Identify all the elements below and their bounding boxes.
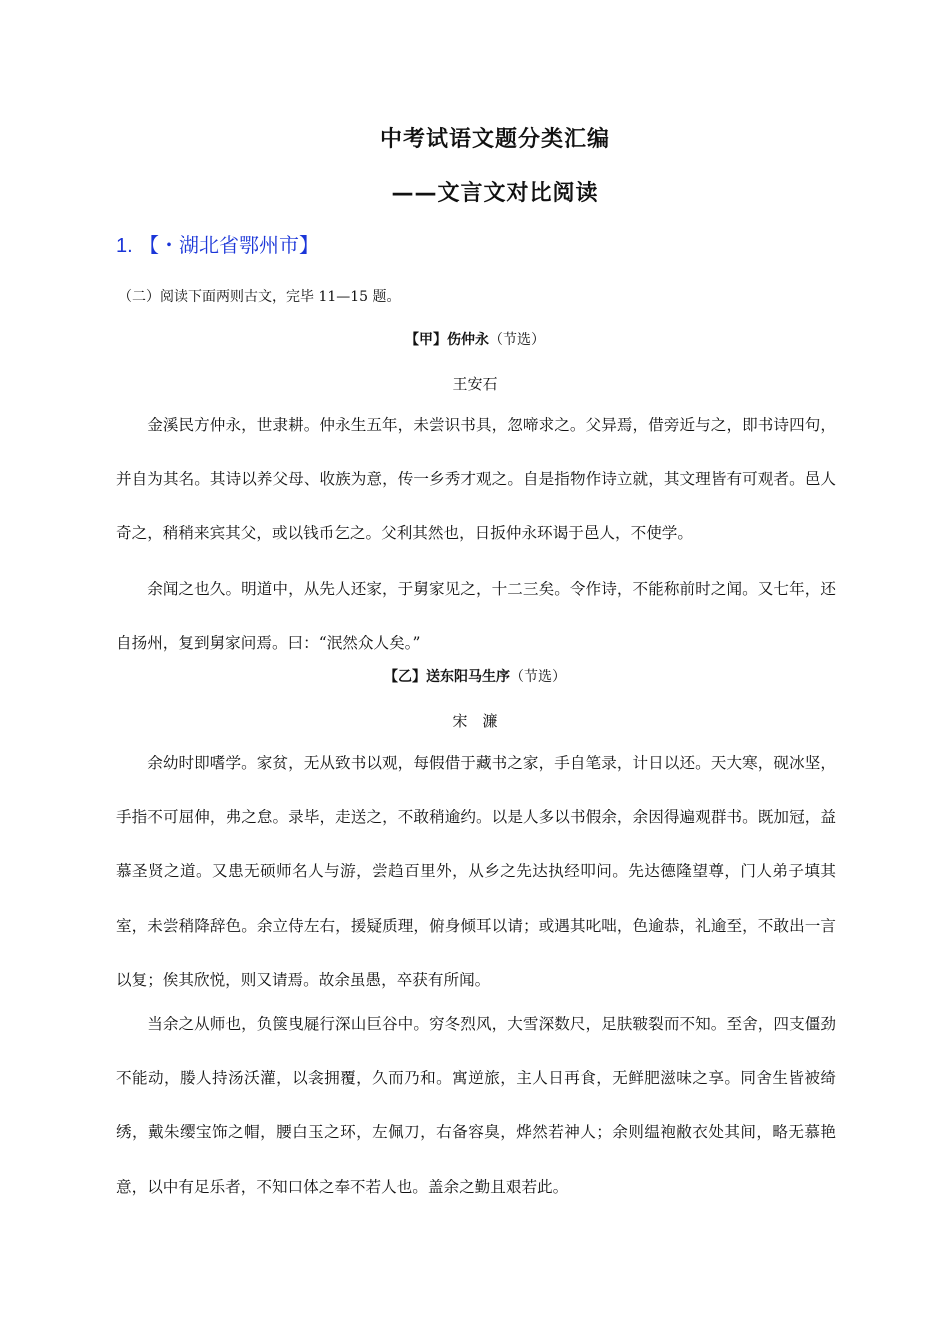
document-subtitle: ——文言文对比阅读 bbox=[391, 181, 599, 206]
passage-b-paragraph: 余幼时即嗜学。家贫，无从致书以观，每假借于藏书之家，手自笔录，计日以还。天大寒，砚冰坚，手指不可屈伸，弗之怠。录毕，走送之，不敢稍逾约。以是人多以书假余，余因得遍观群书。既加冠，益慕圣贤之道。又患无硕师名人与游，尝趋百里外，从乡之先达执经叩问。先达德隆望尊，门人弟子填其室，未尝稍降辞色。余立侍左右，援疑质理，俯身倾耳以请；或遇其叱咄，色逾恭，礼逾至，不敢出一言以复；俟其欣悦，则又请焉。故余虽愚，卒获有所闻。 bbox=[116, 754, 836, 989]
question-intro: （二）阅读下面两则古文，完毕 11—15 题。 bbox=[118, 289, 401, 305]
passage-a-paragraph: 金溪民方仲永，世隶耕。仲永生五年，未尝识书具，忽啼求之。父异焉，借旁近与之，即书诗四句，并自为其名。其诗以养父母、收族为意，传一乡秀才观之。自是指物作诗立就，其文理皆有可观者。邑人奇之，稍稍来宾其父，或以钱币乞之。父利其然也，日扳仲永环谒于邑人，不使学。 bbox=[116, 416, 836, 543]
passage-b-author: 宋 濂 bbox=[452, 712, 498, 730]
passage-a-author: 王安石 bbox=[452, 375, 498, 393]
passage-b-label: 【乙】送东阳马生序 bbox=[384, 669, 510, 685]
passage-a-label: 【甲】伤仲永 bbox=[405, 332, 489, 348]
question-heading bbox=[116, 229, 319, 258]
passage-b-note: （节选） bbox=[510, 669, 566, 685]
question-number: 1. bbox=[116, 235, 133, 257]
document-title: 中考试语文题分类汇编 bbox=[379, 127, 610, 152]
passage-a-title bbox=[0, 329, 950, 349]
passage-b-title bbox=[0, 666, 950, 686]
passage-b-paragraph: 当余之从师也，负箧曳屣行深山巨谷中。穷冬烈风，大雪深数尺，足肤皲裂而不知。至舍，四支僵劲不能动，媵人持汤沃灌，以衾拥覆，久而乃和。寓逆旅，主人日再食，无鲜肥滋味之享。同舍生皆被绮绣，戴朱缨宝饰之帽，腰白玉之环，左佩刀，右备容臭，烨然若神人；余则缊袍敝衣处其间，略无慕艳意，以中有足乐者，不知口体之奉不若人也。盖余之勤且艰若此。 bbox=[116, 1015, 836, 1196]
question-source: 【・湖北省鄂州市】 bbox=[139, 233, 320, 257]
passage-a-paragraph: 余闻之也久。明道中，从先人还家，于舅家见之，十二三矣。令作诗，不能称前时之闻。又七年，还自扬州，复到舅家问焉。曰：“泯然众人矣。” bbox=[116, 580, 836, 653]
passage-a-note: （节选） bbox=[489, 332, 545, 348]
